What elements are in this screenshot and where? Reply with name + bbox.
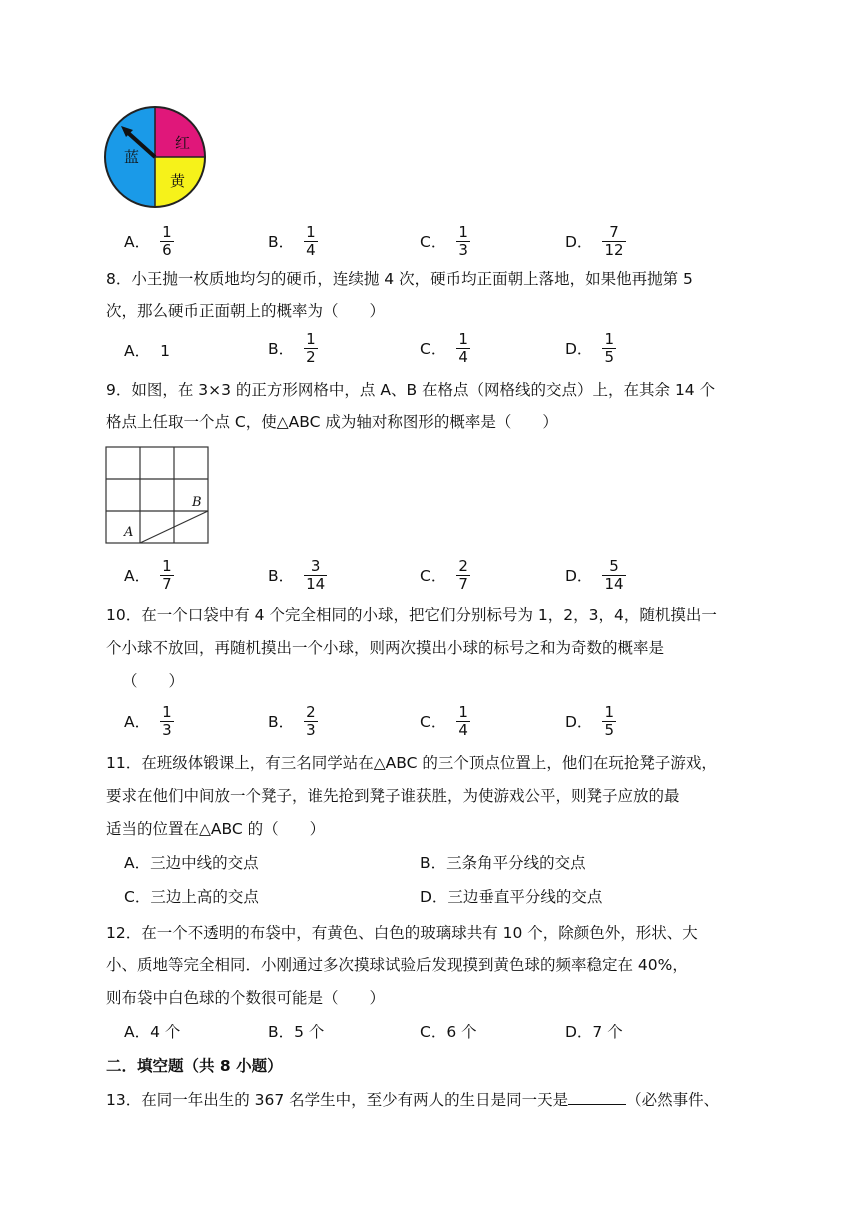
fraction: $\frac{1}{5}$: [604, 703, 614, 739]
q9-option-c[interactable]: C． $\frac{2}{7}$: [420, 557, 468, 593]
spinner-figure: [100, 106, 210, 208]
q12-text-line2: 小、质地等完全相同．小刚通过多次摸球试验后发现摸到黄色球的频率稳定在 40%，: [106, 956, 688, 974]
fraction: $\frac{1}{4}$: [458, 703, 468, 739]
q9-text-line1: 9．如图，在 3×3 的正方形网格中，点 A、B 在格点（网格线的交点）上，在其余 14 个: [106, 381, 716, 399]
q10-text-line2: 个小球不放回，再随机摸出一个小球，则两次摸出小球的标号之和为奇数的概率是: [106, 639, 665, 657]
grid-label-b: B: [192, 495, 202, 510]
fraction: $\frac{2}{7}$: [458, 557, 468, 593]
q8-option-d[interactable]: D． $\frac{1}{5}$: [565, 330, 614, 366]
q12-text-line1: 12．在一个不透明的布袋中，有黄色、白色的玻璃球共有 10 个，除颜色外，形状、大: [106, 924, 698, 942]
q9-option-b[interactable]: B． $\frac{3}{14}$: [268, 557, 326, 593]
fraction: $\frac{1}{2}$: [306, 330, 316, 366]
q8-option-c[interactable]: C． $\frac{1}{4}$: [420, 330, 468, 366]
q8-option-a[interactable]: A． 1: [124, 342, 170, 360]
grid-label-a: A: [124, 525, 134, 540]
spinner-label-red: 红: [175, 134, 191, 152]
q9-option-a[interactable]: A． $\frac{1}{7}$: [124, 557, 172, 593]
q11-text-line3: 适当的位置在△ABC 的（ ）: [106, 820, 326, 838]
fraction: $\frac{1}{4}$: [306, 223, 316, 259]
fraction: $\frac{1}{7}$: [162, 557, 172, 593]
q10-option-a[interactable]: A． $\frac{1}{3}$: [124, 703, 172, 739]
fraction: $\frac{1}{5}$: [604, 330, 614, 366]
q13-text-before: 13．在同一年出生的 367 名学生中，至少有两人的生日是同一天是: [106, 1091, 569, 1109]
q12-text-line3: 则布袋中白色球的个数很可能是（ ）: [106, 989, 386, 1007]
q8-text-line1: 8．小王抛一枚质地均匀的硬币，连续抛 4 次，硬币均正面朝上落地，如果他再抛第 5: [106, 270, 693, 288]
q11-option-d[interactable]: D．三边垂直平分线的交点: [420, 888, 603, 906]
fraction: $\frac{3}{14}$: [306, 557, 326, 593]
q11-option-a[interactable]: A．三边中线的交点: [124, 854, 259, 872]
q8-text-line2: 次，那么硬币正面朝上的概率为（ ）: [106, 302, 386, 320]
spinner-label-yellow: 黄: [170, 172, 186, 190]
fraction: $\frac{1}{3}$: [162, 703, 172, 739]
q7-option-c[interactable]: C． $\frac{1}{3}$: [420, 223, 468, 259]
q11-text-line2: 要求在他们中间放一个凳子，谁先抢到凳子谁获胜，为使游戏公平，则凳子应放的最: [106, 787, 680, 805]
fraction: $\frac{5}{14}$: [604, 557, 624, 593]
q10-option-d[interactable]: D． $\frac{1}{5}$: [565, 703, 614, 739]
q10-option-b[interactable]: B． $\frac{2}{3}$: [268, 703, 316, 739]
q9-grid-figure: [104, 445, 212, 547]
q12-option-c[interactable]: C．6 个: [420, 1023, 477, 1041]
q12-option-a[interactable]: A．4 个: [124, 1023, 181, 1041]
fraction: $\frac{1}{4}$: [458, 330, 468, 366]
fraction: $\frac{1}{3}$: [458, 223, 468, 259]
spinner-svg: [100, 106, 210, 208]
fraction: $\frac{7}{12}$: [604, 223, 624, 259]
q7-option-d[interactable]: D． $\frac{7}{12}$: [565, 223, 624, 259]
q13-answer-blank[interactable]: [568, 1088, 626, 1105]
fraction: $\frac{2}{3}$: [306, 703, 316, 739]
q12-option-d[interactable]: D．7 个: [565, 1023, 623, 1041]
q9-option-d[interactable]: D． $\frac{5}{14}$: [565, 557, 624, 593]
q11-text-line1: 11．在班级体锻课上，有三名同学站在△ABC 的三个顶点位置上，他们在玩抢凳子游戏，: [106, 754, 717, 772]
q10-text-line1: 10．在一个口袋中有 4 个完全相同的小球，把它们分别标号为 1，2，3，4，随机摸出一: [106, 606, 717, 624]
fraction: $\frac{1}{6}$: [162, 223, 172, 259]
q10-text-line3: （ ）: [122, 672, 185, 690]
section-heading-fill-blank: 二．填空题（共 8 小题）: [106, 1057, 283, 1075]
q13-text-line1: [106, 1088, 719, 1112]
q8-option-b[interactable]: B． $\frac{1}{2}$: [268, 330, 316, 366]
q10-option-c[interactable]: C． $\frac{1}{4}$: [420, 703, 468, 739]
spinner-label-blue: 蓝: [124, 148, 140, 166]
q9-text-line2: 格点上任取一个点 C，使△ABC 成为轴对称图形的概率是（ ）: [106, 413, 558, 431]
q11-option-c[interactable]: C．三边上高的交点: [124, 888, 259, 906]
q12-option-b[interactable]: B．5 个: [268, 1023, 325, 1041]
q11-option-b[interactable]: B．三条角平分线的交点: [420, 854, 586, 872]
q7-option-b[interactable]: B． $\frac{1}{4}$: [268, 223, 316, 259]
q13-text-after: （必然事件、: [626, 1091, 720, 1109]
q7-option-a[interactable]: A． $\frac{1}{6}$: [124, 223, 172, 259]
